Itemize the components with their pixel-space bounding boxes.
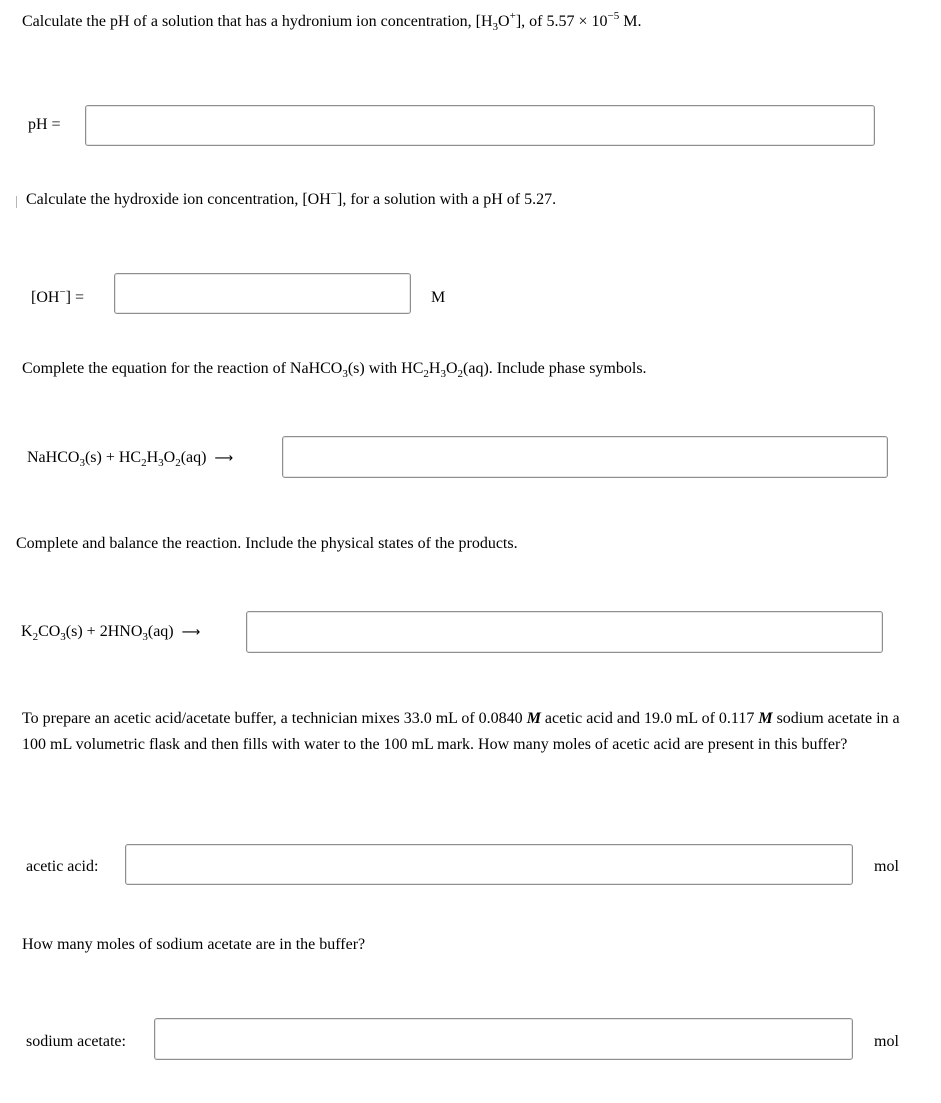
reaction-arrow-icon: ⟶ (214, 451, 234, 466)
reaction-arrow-icon: ⟶ (181, 625, 201, 640)
q6-prompt: How many moles of sodium acetate are in the buffer? (22, 936, 366, 953)
acetic-acid-input[interactable] (125, 844, 853, 885)
q4-prompt: Complete and balance the reaction. Include the physical states of the products. (16, 535, 518, 552)
ph-label: pH = (28, 116, 61, 133)
k2co3-products-input[interactable] (246, 611, 883, 653)
sodium-acetate-unit: mol (874, 1033, 899, 1050)
q1-prompt: Calculate the pH of a solution that has a hydronium ion concentration, $[H_3O^+]$, of $5.57 \times 10^{-5}$ M. (22, 10, 642, 33)
nahco3-products-input[interactable] (282, 436, 888, 478)
k2co3-equation: $K_2CO_3(s) + 2HNO_3(aq)$ ⟶ (21, 623, 201, 643)
oh-concentration-input[interactable] (114, 273, 411, 314)
q2-prompt: Calculate the hydroxide ion concentration, [OH−], for a solution with a pH of 5.27. (26, 188, 557, 208)
ph-input[interactable] (85, 105, 875, 146)
divider-tick (16, 196, 17, 208)
nahco3-equation: NaHCO$_3$(s) + $HC_2H_3O_2(aq)$ ⟶ (27, 449, 234, 469)
oh-unit: M (431, 289, 446, 306)
acetic-acid-unit: mol (874, 858, 899, 875)
oh-label: [OH−] = (31, 286, 85, 306)
acetic-acid-label: acetic acid: (26, 858, 99, 875)
q3-prompt: Complete the equation for the reaction of NaHCO$_3$(s) with $HC_2H_3O_2(aq)$. Include phase symbols. (22, 360, 647, 380)
sodium-acetate-label: sodium acetate: (26, 1033, 126, 1050)
q5-prompt: To prepare an acetic acid/acetate buffer, a technician mixes 33.0 mL of 0.0840 M acetic acid and 19.0 mL of 0.117 M sodium acetate in a 100 mL volumetric flask and then fills with water to the 100 mL mark. How many moles of acetic acid are present in this buffer? (22, 710, 900, 753)
sodium-acetate-input[interactable] (154, 1018, 853, 1060)
